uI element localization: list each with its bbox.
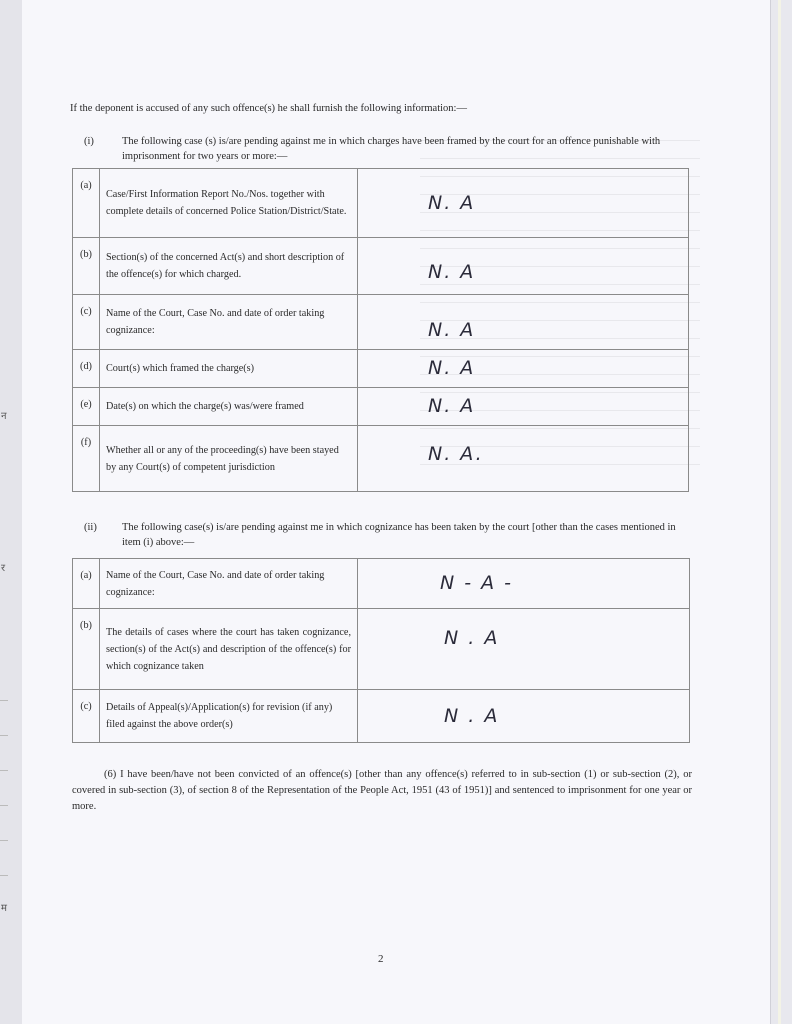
- row-description: Court(s) which framed the charge(s): [100, 350, 358, 388]
- handwritten-value: N. A: [358, 388, 689, 426]
- row-label: (e): [73, 388, 100, 426]
- row-description: Date(s) on which the charge(s) was/were framed: [100, 388, 358, 426]
- margin-char: न: [1, 411, 7, 422]
- table-row: [73, 426, 689, 492]
- table-row: [73, 609, 690, 690]
- table-row: [73, 169, 689, 238]
- intro-text: If the deponent is accused of any such offence(s) he shall furnish the following information:—: [70, 103, 467, 114]
- handwritten-value: N. A.: [358, 426, 689, 492]
- section2-table: [72, 558, 690, 743]
- table-row: [73, 238, 689, 295]
- table-row: [73, 388, 689, 426]
- row-label: (f): [73, 426, 100, 492]
- row-label: (b): [73, 238, 100, 295]
- handwritten-value: N. A: [358, 169, 689, 238]
- section1-table: [72, 168, 689, 492]
- row-label: (d): [73, 350, 100, 388]
- margin-char: र: [1, 563, 6, 574]
- section1-number: (i): [84, 136, 94, 147]
- handwritten-value: N . A: [358, 609, 690, 690]
- row-description: Whether all or any of the proceeding(s) have been stayed by any Court(s) of competent jurisdiction: [100, 426, 358, 492]
- page-edge: [778, 0, 781, 1024]
- row-label: (a): [73, 559, 100, 609]
- row-label: (c): [73, 295, 100, 350]
- table-row: [73, 350, 689, 388]
- row-description: Case/First Information Report No./Nos. together with complete details of concerned Police Station/District/State.: [100, 169, 358, 238]
- handwritten-value: N - A -: [358, 559, 690, 609]
- section1-text: The following case (s) is/are pending against me in which charges have been framed by the court for an offence punishable with imprisonment for two years or more:—: [122, 136, 661, 162]
- page-number: 2: [378, 953, 384, 965]
- margin-char: म: [1, 903, 7, 914]
- paragraph-6: (6) I have been/have not been convicted of an offence(s) [other than any offence(s) referred to in sub-section (1) or sub-section (2), or covered in sub-section (3), of section 8 of the Representation of the People Act, 1951 (43 of 1951)] and sentenced to imprisonment for one year or more.: [72, 769, 692, 812]
- row-label: (b): [73, 609, 100, 690]
- handwritten-value: N. A: [358, 295, 689, 350]
- row-label: (c): [73, 690, 100, 743]
- table-row: [73, 559, 690, 609]
- row-description: Name of the Court, Case No. and date of order taking cognizance:: [100, 295, 358, 350]
- row-description: Details of Appeal(s)/Application(s) for revision (if any) filed against the above order(s): [100, 690, 358, 743]
- handwritten-value: N. A: [358, 350, 689, 388]
- row-description: The details of cases where the court has taken cognizance, section(s) of the Act(s) and description of the offence(s) for which cognizance taken: [100, 609, 358, 690]
- table-row: [73, 690, 690, 743]
- section2-text: The following case(s) is/are pending against me in which cognizance has been taken by the court [other than the cases mentioned in item (i) above:—: [122, 522, 676, 548]
- handwritten-value: N. A: [358, 238, 689, 295]
- row-label: (a): [73, 169, 100, 238]
- handwritten-value: N . A: [358, 690, 690, 743]
- right-page-fold: [770, 0, 792, 1024]
- row-description: Name of the Court, Case No. and date of order taking cognizance:: [100, 559, 358, 609]
- section2-number: (ii): [84, 522, 97, 533]
- left-margin-grid: [0, 700, 8, 881]
- table-row: [73, 295, 689, 350]
- row-description: Section(s) of the concerned Act(s) and short description of the offence(s) for which charged.: [100, 238, 358, 295]
